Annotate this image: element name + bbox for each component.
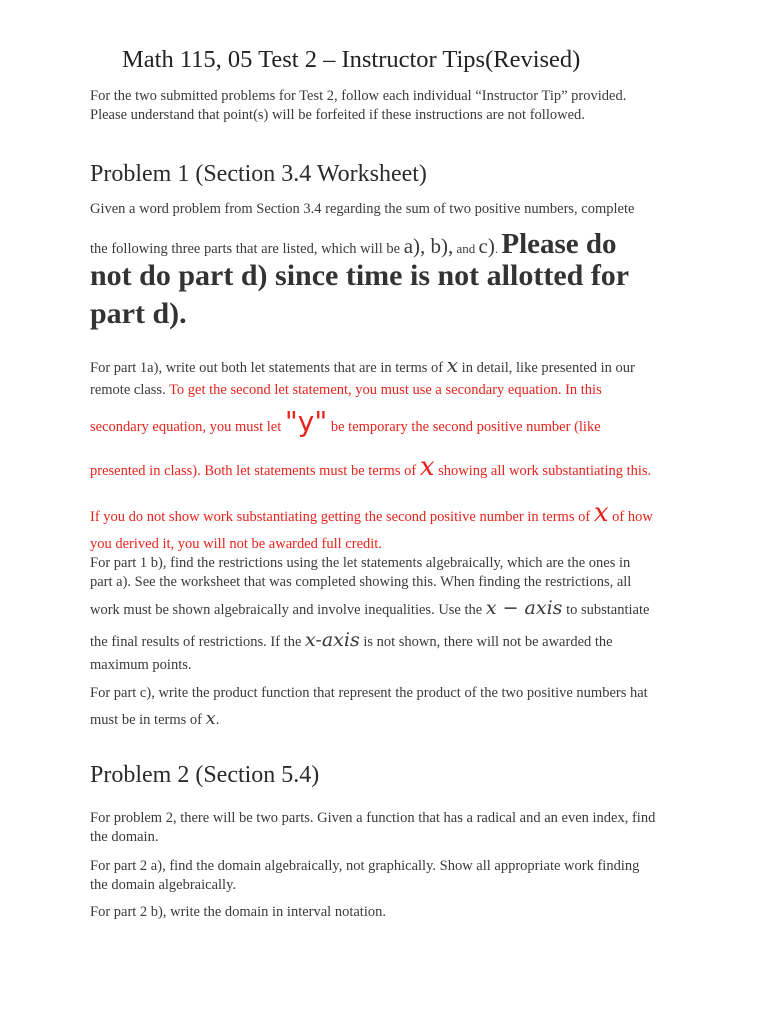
problem-2-line-2: the domain. <box>90 829 159 845</box>
bold-warning-2: not do part d) since time is not allotted for <box>90 259 630 292</box>
text: . <box>215 712 220 728</box>
part-1b-line-2: part a). See the worksheet that was completed showing this. When finding the restrictions, all <box>90 574 632 590</box>
bold-warning-1: Please do <box>501 228 617 260</box>
part-1a-line-2 <box>90 381 690 400</box>
x-axis-expression: x − axis <box>485 597 563 619</box>
problem-2-paragraph <box>90 809 690 847</box>
intro-paragraph <box>90 87 690 125</box>
red-text: presented in class). Both let statements must be terms of <box>90 463 420 479</box>
x-axis-expression: x-axis <box>305 629 360 651</box>
period: . <box>494 241 502 256</box>
red-text: showing all work substantiating this. <box>434 463 652 479</box>
red-text: secondary equation, you must let <box>90 419 285 435</box>
part-2a-line-1: For part 2 a), find the domain algebraically, not graphically. Show all appropriate work finding <box>90 858 640 874</box>
part-1a-line-6: you derived it, you will not be awarded full credit. <box>90 536 382 552</box>
bold-warning <box>90 257 690 333</box>
part-1b-paragraph <box>90 554 690 675</box>
bold-warning-3: part d). <box>90 297 187 330</box>
problem-2-line-1: For problem 2, there will be two parts. Given a function that has a radical and an even index, find <box>90 810 656 826</box>
part-1a-line-5 <box>90 495 690 535</box>
part-2b-line-1: For part 2 b), write the domain in interval notation. <box>90 904 386 920</box>
text: is not shown, there will not be awarded the <box>359 634 613 650</box>
page-title: Math 115, 05 Test 2 – Instructor Tips(Revised) <box>122 46 581 73</box>
text: must be in terms of <box>90 712 206 728</box>
part-2b-paragraph <box>90 903 690 922</box>
problem-1-desc-line-1: Given a word problem from Section 3.4 regarding the sum of two positive numbers, complete <box>90 201 635 217</box>
part-1b-line-4 <box>90 626 690 656</box>
part-1c-paragraph <box>90 684 690 736</box>
intro-line-1: For the two submitted problems for Test 2, follow each individual “Instructor Tip” provided. <box>90 88 627 104</box>
x-variable: x <box>446 353 459 377</box>
and-text: and <box>453 241 479 256</box>
problem-1-heading: Problem 1 (Section 3.4 Worksheet) <box>90 161 427 187</box>
part-1a-line-1 <box>90 352 690 381</box>
desc-text: the following three parts that are listed, which will be <box>90 241 404 257</box>
part-1a-paragraph <box>90 352 690 554</box>
part-1c-line-2 <box>90 703 690 736</box>
part-2a-paragraph <box>90 857 690 895</box>
text: the final results of restrictions. If the <box>90 634 306 650</box>
text: work must be shown algebraically and involve inequalities. Use the <box>90 602 486 618</box>
part-1b-line-1: For part 1 b), find the restrictions using the let statements algebraically, which are the ones in <box>90 555 631 571</box>
part-1b-line-5: maximum points. <box>90 657 192 673</box>
part-1b-line-3 <box>90 592 690 626</box>
red-text: To get the second let statement, you must use a secondary equation. In this <box>169 382 602 398</box>
text: to substantiate <box>562 602 650 618</box>
text: in detail, like presented in our <box>458 360 635 376</box>
problem-2-heading: Problem 2 (Section 5.4) <box>90 762 320 788</box>
x-variable: x <box>205 708 216 729</box>
part-1a-line-4 <box>90 449 690 489</box>
part-1c-line-1: For part c), write the product function that represent the product of the two positive numbers hat <box>90 685 648 701</box>
parts-ab: a), b), <box>403 234 454 258</box>
red-text: of how <box>608 509 653 525</box>
x-variable: x <box>419 452 435 482</box>
red-text: be temporary the second positive number (like <box>327 419 601 435</box>
part-2a-line-2: the domain algebraically. <box>90 877 237 893</box>
x-variable: x <box>593 498 609 528</box>
intro-line-2: Please understand that point(s) will be forfeited if these instructions are not followed. <box>90 107 585 123</box>
y-variable: "y" <box>284 405 328 438</box>
part-1a-line-3 <box>90 404 690 445</box>
red-text: If you do not show work substantiating getting the second positive number in terms of <box>90 509 594 525</box>
part-c: c) <box>478 234 495 258</box>
text: For part 1a), write out both let statements that are in terms of <box>90 360 447 376</box>
text: remote class. <box>90 382 170 398</box>
